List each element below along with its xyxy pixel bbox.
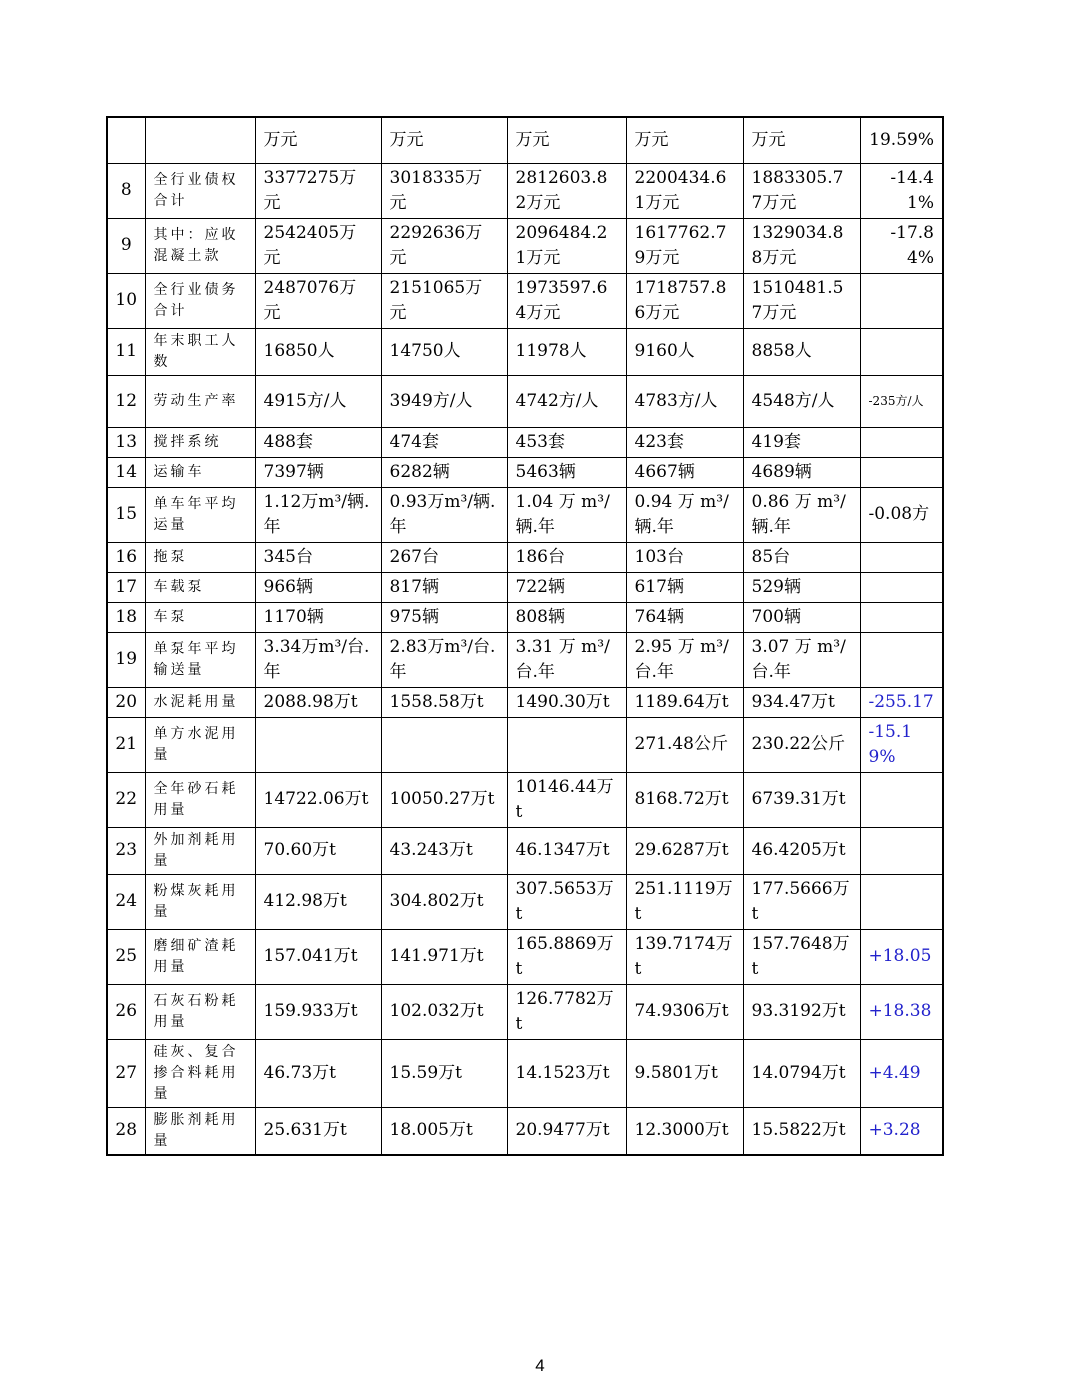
value-cell: 29.6287万t <box>626 827 743 874</box>
row-number: 10 <box>107 273 145 328</box>
row-number: 26 <box>107 984 145 1039</box>
value-cell: 3018335万元 <box>381 163 507 218</box>
value-cell: 2096484.21万元 <box>507 218 626 273</box>
change-cell <box>860 542 943 572</box>
value-cell: 419套 <box>743 427 860 457</box>
change-cell: -14.41% <box>860 163 943 218</box>
row-number: 12 <box>107 375 145 427</box>
value-cell: 165.8869万t <box>507 929 626 984</box>
value-cell: 4915方/人 <box>255 375 381 427</box>
value-cell: 157.041万t <box>255 929 381 984</box>
row-number: 14 <box>107 457 145 487</box>
change-cell <box>860 427 943 457</box>
row-number: 16 <box>107 542 145 572</box>
value-cell: 万元 <box>507 117 626 163</box>
value-cell: 2151065万元 <box>381 273 507 328</box>
value-cell: 3.34万m³/台.年 <box>255 632 381 687</box>
value-cell: 9.5801万t <box>626 1039 743 1107</box>
indicator-name: 磨细矿渣耗用量 <box>145 929 255 984</box>
change-cell <box>860 457 943 487</box>
indicator-name: 石灰石粉耗用量 <box>145 984 255 1039</box>
value-cell: 25.631万t <box>255 1107 381 1155</box>
indicator-name: 运输车 <box>145 457 255 487</box>
change-cell <box>860 328 943 375</box>
row-number: 15 <box>107 487 145 542</box>
value-cell: 70.60万t <box>255 827 381 874</box>
value-cell: 934.47万t <box>743 687 860 717</box>
row-number <box>107 117 145 163</box>
value-cell: 307.5653万t <box>507 874 626 929</box>
value-cell: 139.7174万t <box>626 929 743 984</box>
value-cell: 345台 <box>255 542 381 572</box>
change-cell: -0.08方 <box>860 487 943 542</box>
indicator-name: 单泵年平均输送量 <box>145 632 255 687</box>
row-number: 20 <box>107 687 145 717</box>
value-cell: 46.73万t <box>255 1039 381 1107</box>
value-cell: 4742方/人 <box>507 375 626 427</box>
indicator-name: 水泥耗用量 <box>145 687 255 717</box>
change-cell: +4.49 <box>860 1039 943 1107</box>
table-row <box>107 457 943 487</box>
change-cell <box>860 572 943 602</box>
value-cell: 11978人 <box>507 328 626 375</box>
value-cell: 14722.06万t <box>255 772 381 827</box>
value-cell: 808辆 <box>507 602 626 632</box>
value-cell: 2292636万元 <box>381 218 507 273</box>
indicator-name: 硅灰、复合掺合料耗用量 <box>145 1039 255 1107</box>
table-row <box>107 328 943 375</box>
table-row <box>107 273 943 328</box>
indicator-name: 膨胀剂耗用量 <box>145 1107 255 1155</box>
value-cell: 10050.27万t <box>381 772 507 827</box>
value-cell: 46.1347万t <box>507 827 626 874</box>
indicator-name: 其中：应收混凝土款 <box>145 218 255 273</box>
table-body <box>107 117 943 1155</box>
table-row <box>107 1039 943 1107</box>
value-cell <box>381 717 507 772</box>
value-cell: 9160人 <box>626 328 743 375</box>
value-cell: 93.3192万t <box>743 984 860 1039</box>
change-cell: -255.17 <box>860 687 943 717</box>
statistics-table <box>106 116 944 1156</box>
indicator-name: 单车年平均运量 <box>145 487 255 542</box>
row-number: 27 <box>107 1039 145 1107</box>
row-number: 13 <box>107 427 145 457</box>
page-number: 4 <box>535 1356 545 1375</box>
value-cell: 159.933万t <box>255 984 381 1039</box>
table-row <box>107 632 943 687</box>
value-cell: 1490.30万t <box>507 687 626 717</box>
value-cell: 722辆 <box>507 572 626 602</box>
indicator-name: 全行业债权合计 <box>145 163 255 218</box>
value-cell: 488套 <box>255 427 381 457</box>
value-cell <box>255 717 381 772</box>
value-cell: 1558.58万t <box>381 687 507 717</box>
value-cell: 4689辆 <box>743 457 860 487</box>
row-number: 8 <box>107 163 145 218</box>
row-number: 18 <box>107 602 145 632</box>
table-row <box>107 218 943 273</box>
indicator-name <box>145 117 255 163</box>
value-cell: 12.3000万t <box>626 1107 743 1155</box>
value-cell: 102.032万t <box>381 984 507 1039</box>
change-cell: +18.05 <box>860 929 943 984</box>
change-cell: -15.19% <box>860 717 943 772</box>
table-row <box>107 542 943 572</box>
row-number: 21 <box>107 717 145 772</box>
value-cell <box>507 717 626 772</box>
row-number: 28 <box>107 1107 145 1155</box>
table-row <box>107 487 943 542</box>
value-cell: 6739.31万t <box>743 772 860 827</box>
value-cell: 万元 <box>743 117 860 163</box>
value-cell: 3.07 万 m³/台.年 <box>743 632 860 687</box>
value-cell: 15.5822万t <box>743 1107 860 1155</box>
value-cell: 177.5666万t <box>743 874 860 929</box>
value-cell: 2200434.61万元 <box>626 163 743 218</box>
table-row <box>107 117 943 163</box>
value-cell: 8168.72万t <box>626 772 743 827</box>
value-cell: 453套 <box>507 427 626 457</box>
value-cell: 3377275万元 <box>255 163 381 218</box>
table-row <box>107 929 943 984</box>
value-cell: 2812603.82万元 <box>507 163 626 218</box>
indicator-name: 年末职工人数 <box>145 328 255 375</box>
indicator-name: 搅拌系统 <box>145 427 255 457</box>
change-cell: +18.38 <box>860 984 943 1039</box>
table-row <box>107 602 943 632</box>
table-row <box>107 827 943 874</box>
value-cell: 85台 <box>743 542 860 572</box>
table-row <box>107 163 943 218</box>
change-cell <box>860 772 943 827</box>
row-number: 11 <box>107 328 145 375</box>
change-cell: -235方/人 <box>860 375 943 427</box>
value-cell: 1718757.86万元 <box>626 273 743 328</box>
table-row <box>107 572 943 602</box>
value-cell: 3.31 万 m³/台.年 <box>507 632 626 687</box>
value-cell: 18.005万t <box>381 1107 507 1155</box>
indicator-name: 单方水泥用量 <box>145 717 255 772</box>
value-cell: 267台 <box>381 542 507 572</box>
indicator-name: 拖泵 <box>145 542 255 572</box>
value-cell: 0.93万m³/辆.年 <box>381 487 507 542</box>
change-cell <box>860 632 943 687</box>
row-number: 19 <box>107 632 145 687</box>
value-cell: 1617762.79万元 <box>626 218 743 273</box>
value-cell: 0.86 万 m³/辆.年 <box>743 487 860 542</box>
table-row <box>107 427 943 457</box>
value-cell: 2.83万m³/台.年 <box>381 632 507 687</box>
row-number: 25 <box>107 929 145 984</box>
value-cell: 474套 <box>381 427 507 457</box>
value-cell: 1973597.64万元 <box>507 273 626 328</box>
indicator-name: 全行业债务合计 <box>145 273 255 328</box>
change-cell <box>860 827 943 874</box>
value-cell: 412.98万t <box>255 874 381 929</box>
value-cell: 271.48公斤 <box>626 717 743 772</box>
table-row <box>107 874 943 929</box>
value-cell: 186台 <box>507 542 626 572</box>
value-cell: 2487076万元 <box>255 273 381 328</box>
value-cell: 1189.64万t <box>626 687 743 717</box>
value-cell: 1329034.88万元 <box>743 218 860 273</box>
table-row <box>107 375 943 427</box>
row-number: 23 <box>107 827 145 874</box>
value-cell: 817辆 <box>381 572 507 602</box>
value-cell: 157.7648万t <box>743 929 860 984</box>
change-cell: 19.59% <box>860 117 943 163</box>
value-cell: 423套 <box>626 427 743 457</box>
value-cell: 126.7782万t <box>507 984 626 1039</box>
value-cell: 1.12万m³/辆.年 <box>255 487 381 542</box>
value-cell: 966辆 <box>255 572 381 602</box>
value-cell: 529辆 <box>743 572 860 602</box>
table-row <box>107 772 943 827</box>
change-cell <box>860 602 943 632</box>
value-cell: 46.4205万t <box>743 827 860 874</box>
value-cell: 230.22公斤 <box>743 717 860 772</box>
change-cell <box>860 874 943 929</box>
value-cell: 10146.44万t <box>507 772 626 827</box>
value-cell: 700辆 <box>743 602 860 632</box>
value-cell: 304.802万t <box>381 874 507 929</box>
value-cell: 8858人 <box>743 328 860 375</box>
value-cell: 251.1119万t <box>626 874 743 929</box>
value-cell: 万元 <box>626 117 743 163</box>
value-cell: 2088.98万t <box>255 687 381 717</box>
value-cell: 14.1523万t <box>507 1039 626 1107</box>
value-cell: 14.0794万t <box>743 1039 860 1107</box>
value-cell: 4783方/人 <box>626 375 743 427</box>
value-cell: 20.9477万t <box>507 1107 626 1155</box>
row-number: 17 <box>107 572 145 602</box>
table-row <box>107 1107 943 1155</box>
value-cell: 764辆 <box>626 602 743 632</box>
value-cell: 万元 <box>255 117 381 163</box>
value-cell: 14750人 <box>381 328 507 375</box>
value-cell: 141.971万t <box>381 929 507 984</box>
value-cell: 0.94 万 m³/辆.年 <box>626 487 743 542</box>
row-number: 9 <box>107 218 145 273</box>
value-cell: 103台 <box>626 542 743 572</box>
indicator-name: 粉煤灰耗用量 <box>145 874 255 929</box>
indicator-name: 全年砂石耗用量 <box>145 772 255 827</box>
indicator-name: 外加剂耗用量 <box>145 827 255 874</box>
table-row <box>107 687 943 717</box>
indicator-name: 劳动生产率 <box>145 375 255 427</box>
value-cell: 1.04 万 m³/辆.年 <box>507 487 626 542</box>
table-row <box>107 717 943 772</box>
table-row <box>107 984 943 1039</box>
change-cell <box>860 273 943 328</box>
value-cell: 4548方/人 <box>743 375 860 427</box>
value-cell: 1883305.77万元 <box>743 163 860 218</box>
value-cell: 617辆 <box>626 572 743 602</box>
value-cell: 3949方/人 <box>381 375 507 427</box>
value-cell: 1510481.57万元 <box>743 273 860 328</box>
row-number: 24 <box>107 874 145 929</box>
value-cell: 7397辆 <box>255 457 381 487</box>
indicator-name: 车泵 <box>145 602 255 632</box>
row-number: 22 <box>107 772 145 827</box>
value-cell: 5463辆 <box>507 457 626 487</box>
value-cell: 74.9306万t <box>626 984 743 1039</box>
value-cell: 43.243万t <box>381 827 507 874</box>
change-cell: +3.28 <box>860 1107 943 1155</box>
indicator-name: 车载泵 <box>145 572 255 602</box>
value-cell: 975辆 <box>381 602 507 632</box>
value-cell: 万元 <box>381 117 507 163</box>
value-cell: 1170辆 <box>255 602 381 632</box>
value-cell: 4667辆 <box>626 457 743 487</box>
value-cell: 15.59万t <box>381 1039 507 1107</box>
value-cell: 6282辆 <box>381 457 507 487</box>
value-cell: 2542405万元 <box>255 218 381 273</box>
change-cell: -17.84% <box>860 218 943 273</box>
value-cell: 16850人 <box>255 328 381 375</box>
value-cell: 2.95 万 m³/台.年 <box>626 632 743 687</box>
